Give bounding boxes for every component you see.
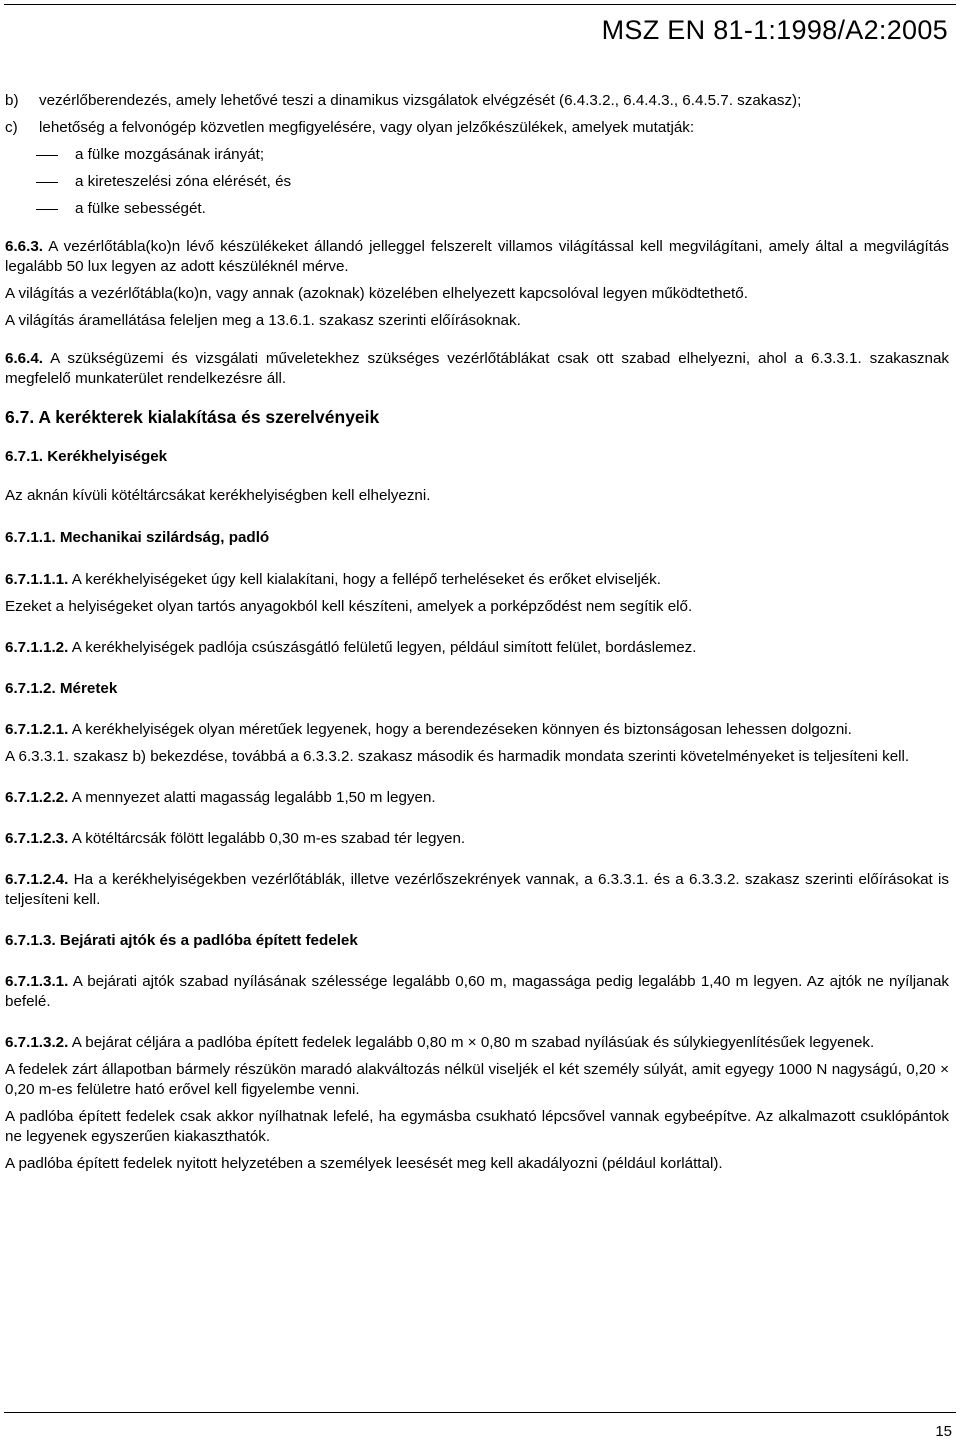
section-number: 6.7.1.3.2. [5,1034,69,1051]
paragraph-text: A kerékhelyiségek olyan méretűek legyenek, hogy a berendezéseken könnyen és biztonságosan lehessen dolgozni. [71,721,852,738]
dash-item [5,145,949,165]
page-number: 15 [935,1423,952,1440]
dash-marker [36,209,58,210]
section-number: 6.7.1.2.3. [5,830,69,847]
paragraph-6-7-1-3-2 [5,1033,949,1053]
dash-marker [36,182,58,183]
paragraph: A 6.3.3.1. szakasz b) bekezdése, továbbá a 6.3.3.2. szakasz második és harmadik mondata szerinti követelményeket is teljesíteni kell. [5,748,910,765]
paragraph-text: A kötéltárcsák fölött legalább 0,30 m-es szabad tér legyen. [71,830,466,847]
dash-text: a fülke sebességét. [75,200,206,217]
paragraph-text: A kerékhelyiségeket úgy kell kialakítani, hogy a fellépő terheléseket és erőket elviseljék. [71,571,661,588]
list-label: b) [5,92,19,109]
paragraph-6-7-1-2-4 [5,870,949,910]
list-text: vezérlőberendezés, amely lehetővé teszi a dinamikus vizsgálatok elvégzését (6.4.3.2., 6.4.4.3., 6.4.5.7. szakasz); [39,92,802,109]
paragraph-6-7-1-2-3 [5,829,949,849]
paragraph: Az aknán kívüli kötéltárcsákat kerékhelyiségben kell elhelyezni. [5,487,431,504]
list-text: lehetőség a felvonógép közvetlen megfigyelésére, vagy olyan jelzőkészülékek, amelyek mutatják: [39,119,695,136]
paragraph-6-7-1-1-1 [5,570,949,590]
section-number: 6.7.1.1.2. [5,639,69,656]
footer-rule [4,1412,956,1413]
section-number: 6.6.4. [5,350,43,367]
header-rule [4,4,956,5]
paragraph-text: A mennyezet alatti magasság legalább 1,50 m legyen. [71,789,436,806]
list-item-c [5,118,949,138]
dash-marker [36,155,58,156]
paragraph: A világítás áramellátása feleljen meg a 13.6.1. szakasz szerinti előírásoknak. [5,312,521,329]
section-number: 6.7.1.2.1. [5,721,69,738]
paragraph-text: A kerékhelyiségek padlója csúszásgátló felületű legyen, például simított felület, bordáslemez. [71,639,697,656]
paragraph-text: Ha a kerékhelyiségekben vezérlőtáblák, illetve vezérlőszekrények vannak, a 6.3.3.1. és a 6.3.3.2. szakasz szerinti előírásokat is teljesíteni kell. [5,871,949,908]
heading-6-7-1-1: 6.7.1.1. Mechanikai szilárdság, padló [5,529,270,546]
paragraph: A padlóba épített fedelek nyitott helyzetében a személyek leesését meg kell akadályozni (például korláttal). [5,1155,723,1172]
paragraph: Ezeket a helyiségeket olyan tartós anyagokból kell készíteni, amelyek a porképződést nem segítik elő. [5,598,693,615]
heading-6-7-1: 6.7.1. Kerékhelyiségek [5,448,168,465]
section-number: 6.7.1.2.2. [5,789,69,806]
dash-text: a kireteszelési zóna elérését, és [75,173,292,190]
heading-6-7: 6.7. A kerékterek kialakítása és szerelvényeik [5,407,380,427]
heading-6-7-1-2: 6.7.1.2. Méretek [5,680,118,697]
page-footer [0,1412,960,1442]
dash-item [5,199,949,219]
section-number: 6.7.1.3.1. [5,973,69,990]
paragraph-text: A szükségüzemi és vizsgálati műveletekhez szükséges vezérlőtáblákat csak ott szabad elhelyezni, ahol a 6.3.3.1. szakasznak megfelelő munkaterület rendelkezésre áll. [5,350,949,387]
paragraph-text: A bejárat céljára a padlóba épített fedelek legalább 0,80 m × 0,80 m szabad nyílásúak és súlykiegyenlítésűek legyenek. [71,1034,875,1051]
heading-6-7-1-3: 6.7.1.3. Bejárati ajtók és a padlóba épített fedelek [5,932,358,949]
paragraph: A padlóba épített fedelek csak akkor nyílhatnak lefelé, ha egymásba csukható lépcsővel vannak egybeépítve. Az alkalmazott csuklópántok ne legyenek egyszerűen kiakaszthatók. [5,1108,949,1145]
list-label: c) [5,119,18,136]
document-id: MSZ EN 81-1:1998/A2:2005 [601,15,948,45]
paragraph-6-7-1-2-1 [5,720,949,740]
paragraph: A fedelek zárt állapotban bármely részükön maradó alakváltozás nélkül viseljék el két személy súlyát, amit egyegy 1000 N nagyságú, 0,20 × 0,20 m-es felületre ható erővel kell figyelembe venni. [5,1061,949,1098]
paragraph-6-6-3 [5,237,949,277]
paragraph-text: A vezérlőtábla(ko)n lévő készülékeket állandó jelleggel felszerelt villamos világítással kell megvilágítani, amely által a megvilágítás legalább 50 lux legyen az adott készüléknél mérve. [5,238,949,275]
dash-text: a fülke mozgásának irányát; [75,146,265,163]
section-number: 6.7.1.2.4. [5,871,69,888]
paragraph-6-7-1-3-1 [5,972,949,1012]
document-body [5,91,949,1174]
paragraph-6-6-4 [5,349,949,389]
dash-item [5,172,949,192]
page-header [0,0,960,56]
section-number: 6.7.1.1.1. [5,571,69,588]
paragraph-6-7-1-2-2 [5,788,949,808]
paragraph-6-7-1-1-2 [5,638,949,658]
paragraph: A világítás a vezérlőtábla(ko)n, vagy annak (azoknak) közelében elhelyezett kapcsolóval legyen működtethető. [5,285,748,302]
paragraph-text: A bejárati ajtók szabad nyílásának szélessége legalább 0,60 m, magassága pedig legalább 1,40 m legyen. Az ajtók ne nyíljanak befelé. [5,973,949,1010]
section-number: 6.6.3. [5,238,43,255]
list-item-b [5,91,949,111]
